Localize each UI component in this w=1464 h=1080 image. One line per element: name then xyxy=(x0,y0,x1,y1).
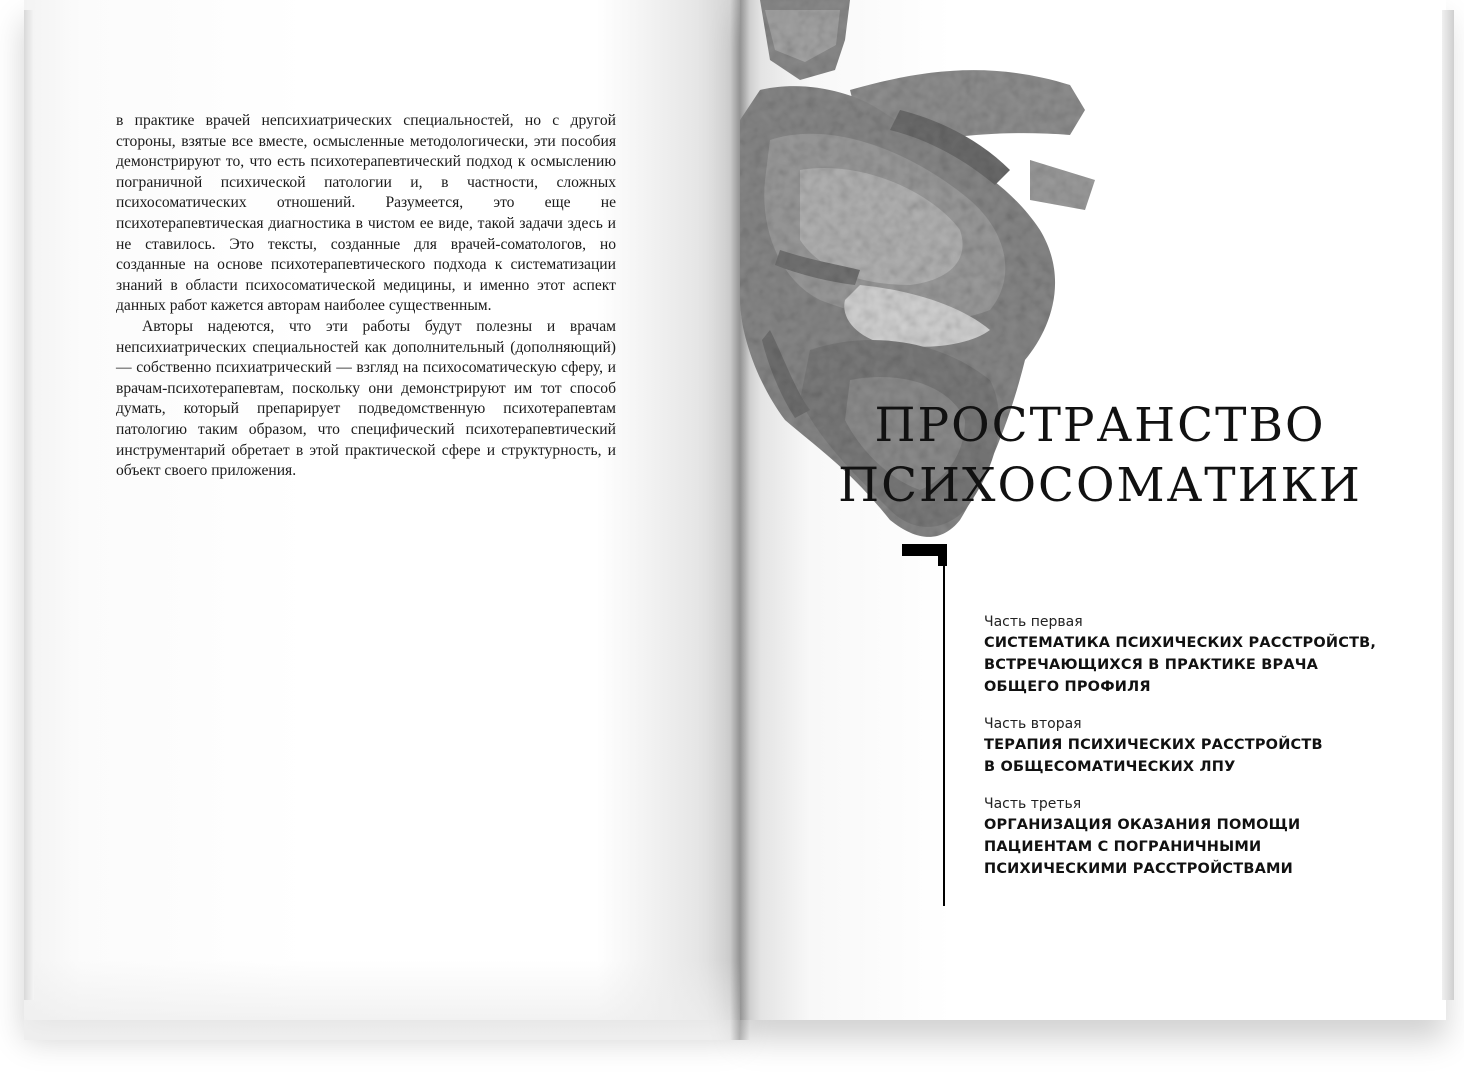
part-label: Часть третья xyxy=(984,796,1082,812)
toc-vertical-rule xyxy=(943,566,945,906)
part-label: Часть первая xyxy=(984,614,1083,630)
left-page-edge xyxy=(24,10,34,1000)
toc-part-3 xyxy=(984,794,1404,880)
title-line-1: ПРОСТРАНСТВО xyxy=(874,398,1326,453)
toc-part-2 xyxy=(984,714,1404,778)
right-page-edge xyxy=(1442,10,1454,1000)
table-of-contents xyxy=(984,612,1404,896)
part-title: ТЕРАПИЯ ПСИХИЧЕСКИХ РАССТРОЙСТВ В ОБЩЕСОМАТИЧЕСКИХ ЛПУ xyxy=(984,737,1323,775)
title-rule-corner xyxy=(938,544,947,566)
paragraph-1: в практике врачей непсихиатрических специальностей, но с другой стороны, взятые все вместе, осмысленные методологически, эти пособия демонстрируют то, что есть психотерапевтический подход к осмыслению пограничной психической патологии и, в частности, сложных психосоматических отношений. Разумеется, это еще не психотерапевтическая диагностика в чистом ее виде, такой задачи здесь и не ставилось. Это тексты, созданные для врачей-соматологов, но созданные на основе психотерапевтического подхода к систематизации знаний в области психосоматической медицины, и именно этот аспект данных работ кажется авторам наиболее существенным. xyxy=(116,112,616,315)
toc-part-1 xyxy=(984,612,1404,698)
paragraph-2: Авторы надеются, что эти работы будут полезны и врачам непсихиатрических специальностей как дополнительный (дополняющий) — собственно психиатрический — взгляд на психосоматическую сферу, и врачам-психотерапевтам, поскольку они демонстрируют им тот способ думать, который препарирует подведомственную психотерапевтам патологию таким образом, что специфический психотерапевтический инструментарий обретает в этой практической сфере и структурность, и объект своего приложения. xyxy=(116,317,616,480)
part-title: ОРГАНИЗАЦИЯ ОКАЗАНИЯ ПОМОЩИ ПАЦИЕНТАМ С ПОГРАНИЧНЫМИ ПСИХИЧЕСКИМИ РАССТРОЙСТВАМИ xyxy=(984,817,1301,877)
left-page-shadow xyxy=(24,960,740,1040)
title-line-2: ПСИХОСОМАТИКИ xyxy=(838,458,1362,513)
book-title xyxy=(800,396,1400,516)
part-label: Часть вторая xyxy=(984,716,1082,732)
left-page-body xyxy=(116,111,616,482)
part-title: СИСТЕМАТИКА ПСИХИЧЕСКИХ РАССТРОЙСТВ, ВСТРЕЧАЮЩИХСЯ В ПРАКТИКЕ ВРАЧА ОБЩЕГО ПРОФИЛЯ xyxy=(984,635,1377,695)
